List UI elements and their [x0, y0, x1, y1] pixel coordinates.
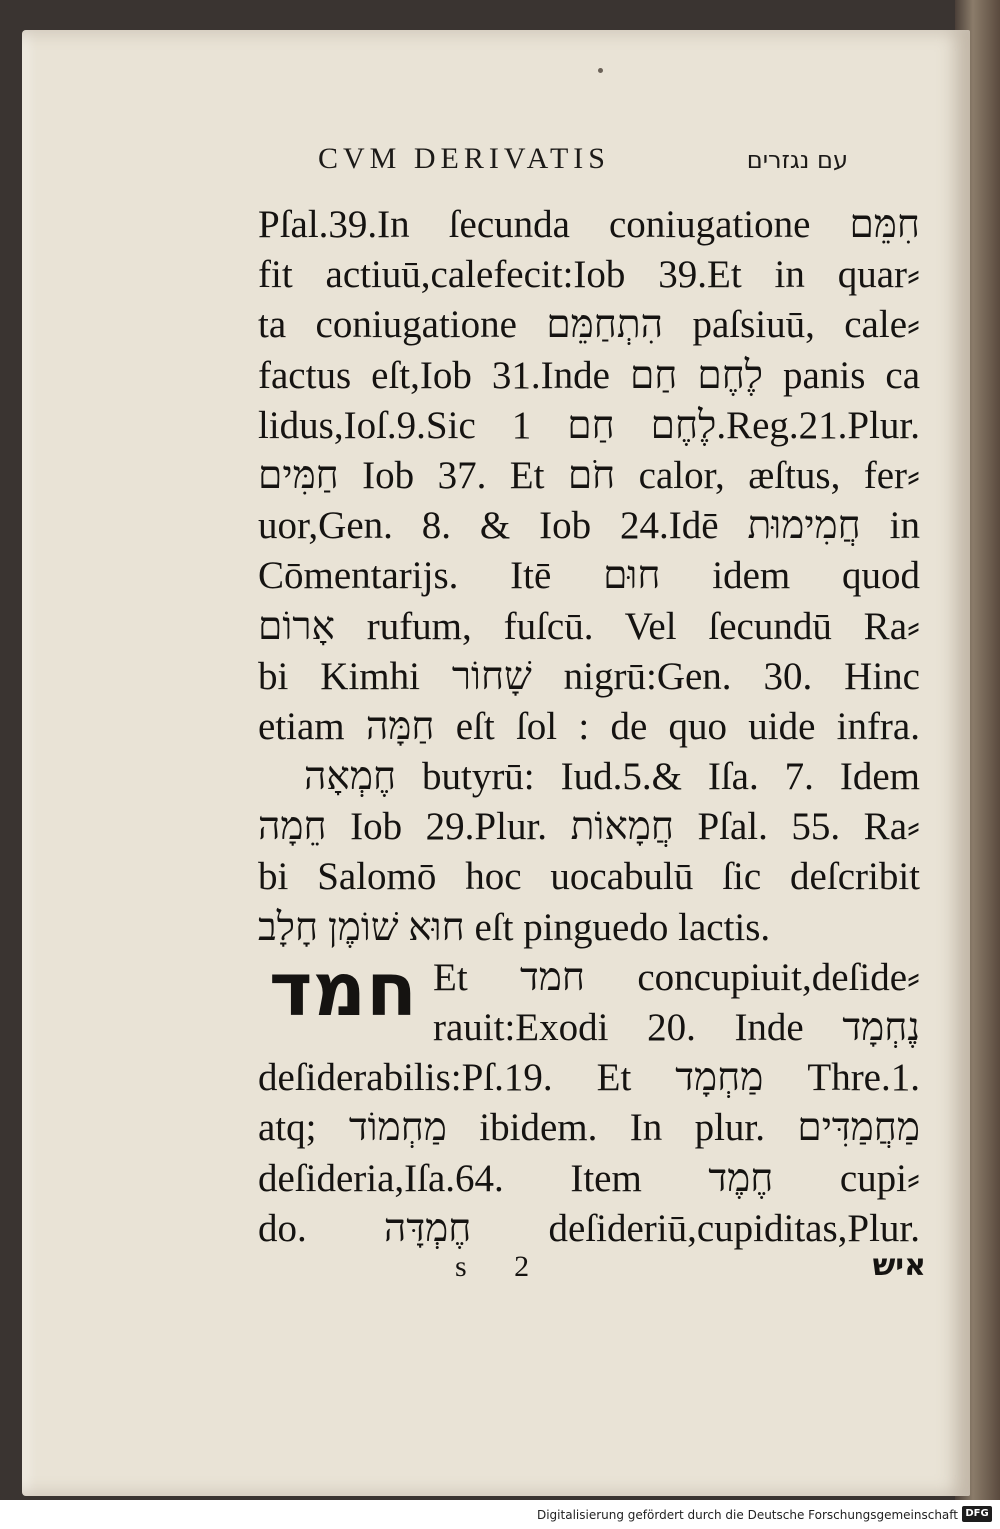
dfg-logo-icon: DFG	[962, 1506, 992, 1522]
text-line: bi Kimhi שָׁחוֹר nigrū:Gen. 30. Hinc	[258, 654, 920, 698]
text-line: atq; מַחְמוֹד ibidem. In plur. מַחֲמַדִּים	[258, 1106, 920, 1150]
running-head-latin: CVM DERIVATIS	[318, 142, 610, 175]
ink-speck	[598, 68, 603, 73]
text-line: uor,Gen. 8. & Iob 24.Idē חֲמִימוּת in	[258, 504, 920, 548]
drop-initial-hebrew: חמד	[269, 947, 417, 1033]
text-line: lidus,Ioſ.9.Sic לֶחֶם חַם 1.Reg.21.Plur.	[258, 403, 920, 447]
body-text	[258, 200, 920, 1254]
text-line: fit actiuū,calefecit:Iob 39.Et in quar⸗	[258, 253, 920, 297]
text-line: Pſal.39.In ſecunda coniugatione חִמֵּם	[258, 203, 920, 246]
text-line: rauit:Exodi 20. Inde נֶחְמָד	[433, 1006, 920, 1049]
text-line: bi Salomō hoc uocabulū ſic deſcribit	[258, 855, 920, 899]
text-line: Cōmentarijs. Itē חוּם idem quod	[258, 554, 920, 598]
text-line: חֶמְאָה butyrū: Iud.5.& Iſa. 7. Idem	[304, 755, 920, 799]
text-line: do. חֶמְדָּה deſideriū,cupiditas,Plur.	[258, 1206, 920, 1250]
text-line: ta coniugatione הִתְחַמֵּם paſsiuū, cale⸗	[258, 303, 920, 347]
footer-bar	[0, 1500, 1000, 1529]
text-line: Et חמד concupiuit,deſide⸗	[433, 955, 920, 999]
running-head	[318, 142, 848, 182]
text-line: factus eſt,Iob 31.Inde לֶחֶם חַם panis ca	[258, 353, 920, 397]
text-line: חוּא שׁוֹמֶן חָלָב eſt pinguedo lactis.	[258, 905, 771, 949]
text-line: אָרוֹם rufum, fuſcū. Vel ſecundū Ra⸗	[258, 604, 920, 648]
catchword: איש	[872, 1248, 926, 1283]
running-head-hebrew: עם נגזרים	[746, 146, 848, 174]
funding-credit: Digitalisierung gefördert durch die Deutsche Forschungsgemeinschaft	[536, 1508, 958, 1522]
signature-mark: s 2	[455, 1250, 550, 1283]
text-line: חֵמָה Iob 29.Plur. חֲמָאוֹת Pſal. 55. Ra⸗	[258, 805, 920, 849]
text-line: חַמִּים Iob 37. Et חֹם calor, æſtus, fer⸗	[258, 453, 920, 497]
text-line: etiam חַמָּה eſt ſol : de quo uide infra.	[258, 704, 920, 748]
text-line: deſiderabilis:Pſ.19. Et מַחְמָד Thre.1.	[258, 1056, 920, 1100]
text-line: deſideria,Iſa.64. Item חֶמֶד cupi⸗	[258, 1156, 920, 1200]
